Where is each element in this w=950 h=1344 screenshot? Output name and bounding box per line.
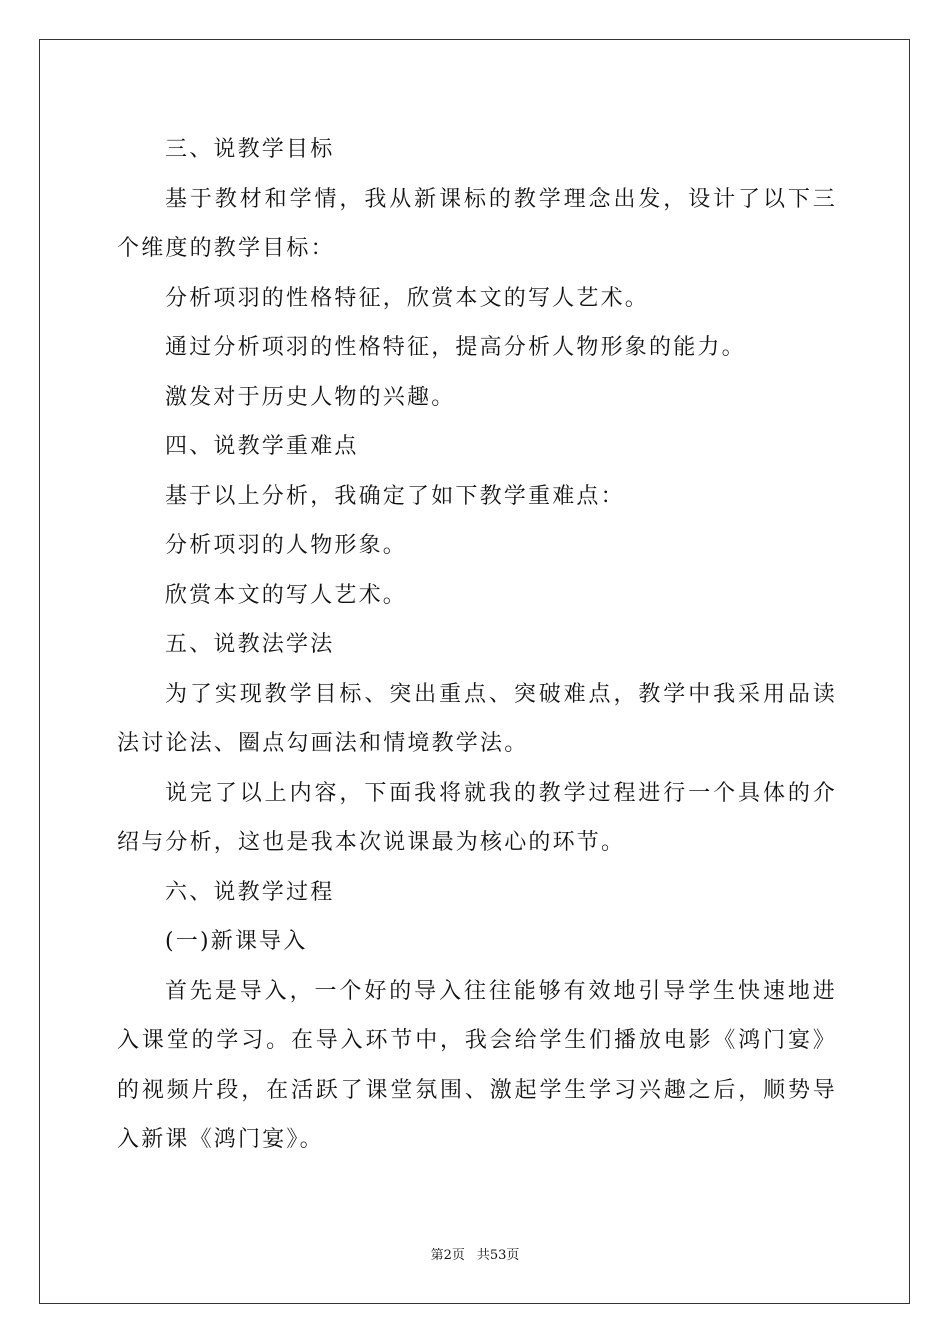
section-heading-5: 五、说教法学法: [165, 632, 335, 657]
section-heading-4: 四、说教学重难点: [165, 434, 359, 459]
paragraph: 说完了以上内容，下面我将就我的教学过程进行一个具体的介绍与分析，这也是我本次说课最为核心的环节。: [117, 780, 837, 855]
paragraph: 基于以上分析，我确定了如下教学重难点：: [165, 483, 625, 509]
page-number: 第2页: [430, 1248, 465, 1263]
paragraph: 基于教材和学情，我从新课标的教学理念出发，设计了以下三个维度的教学目标：: [117, 186, 837, 261]
page-footer: [0, 1244, 950, 1263]
document-body: [117, 125, 837, 1165]
section-heading-6: 六、说教学过程: [165, 879, 335, 905]
list-item: 欣赏本文的写人艺术。: [165, 582, 408, 608]
list-item: 分析项羽的人物形象。: [165, 533, 408, 558]
section-heading-3: 三、说教学目标: [165, 137, 335, 162]
subsection-heading: (一)新课导入: [165, 929, 308, 954]
paragraph: 为了实现教学目标、突出重点、突破难点，教学中我采用品读法讨论法、圈点勾画法和情境教学法。: [117, 681, 837, 756]
list-item: 通过分析项羽的性格特征，提高分析人物形象的能力。: [165, 335, 746, 360]
list-item: 激发对于历史人物的兴趣。: [165, 384, 456, 410]
paragraph: 首先是导入，一个好的导入往往能够有效地引导学生快速地进入课堂的学习。在导入环节中，我会给学生们播放电影《鸿门宴》的视频片段，在活跃了课堂氛围、激起学生学习兴趣之后，顺势导入新课《鸿门宴》。: [117, 978, 837, 1152]
list-item: 分析项羽的性格特征，欣赏本文的写人艺术。: [165, 285, 650, 311]
page-total: 共53页: [476, 1248, 520, 1263]
